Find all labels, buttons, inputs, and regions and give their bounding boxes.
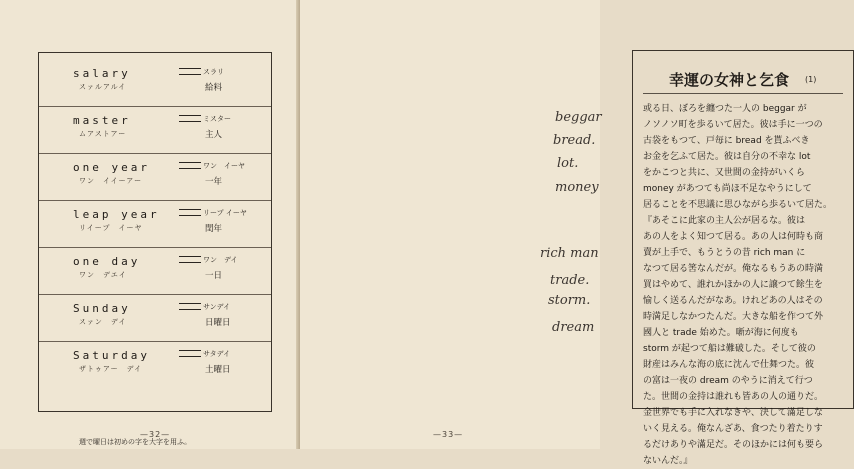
body-line: 時満足しなかつたんだ。大きな船を作つて外 — [643, 312, 824, 322]
story-title: 幸運の女神と乞食 — [669, 71, 790, 89]
body-line: 賣が上手で、もうとうの昔 rich man に — [643, 248, 806, 258]
body-line: いく見える。俺なんざあ、食つたり着たりす — [643, 424, 823, 434]
body-line: お金を乞ふて居た。彼は自分の不幸な lot — [643, 152, 811, 162]
vocab-reading: スァルアルイ — [79, 83, 127, 91]
handwritten-note: trade. — [550, 273, 590, 288]
equals-sign — [179, 256, 201, 263]
vocab-reading: ワン イイーアー — [79, 177, 143, 185]
vocab-meaning: 一日 — [205, 271, 223, 281]
equals-sign — [179, 303, 201, 310]
vocab-word: Sunday — [73, 302, 131, 315]
vocab-kana: スラリ — [203, 68, 224, 76]
vocab-word: one year — [73, 161, 150, 174]
handwritten-note: money — [555, 180, 599, 195]
right-page — [300, 0, 833, 466]
vocab-row — [39, 202, 271, 248]
vocab-meaning: 土曜日 — [205, 365, 231, 375]
equals-sign — [179, 162, 201, 169]
body-line: の富は一夜の dream のやうに消えて行つ — [643, 376, 813, 386]
vocab-word: salary — [73, 67, 131, 80]
vocab-kana: サンデイ — [203, 303, 231, 311]
vocab-row — [39, 249, 271, 295]
page-number-right: —33— — [433, 430, 464, 439]
body-line: 『あそこに此家の主人公が居るな。彼は — [643, 216, 806, 226]
body-line: るだけありや滿足だ。そのほかには何も要ら — [643, 440, 824, 450]
body-line: なつて居る筈なんだが。俺なるもうあの時満 — [643, 264, 824, 274]
vocab-reading: ムアストアー — [79, 130, 127, 138]
body-line: ないんだ。』 — [643, 456, 693, 466]
vocab-kana: ワン デイ — [203, 256, 238, 264]
vocab-meaning: 日曜日 — [205, 318, 231, 328]
vocab-meaning: 給料 — [205, 83, 223, 93]
body-line: ノソノソ町を歩るいて居た。彼は手に一つの — [643, 120, 823, 130]
handwritten-note: storm. — [548, 293, 591, 308]
equals-sign — [179, 209, 201, 216]
vocab-kana: ワン イーヤ — [203, 162, 245, 170]
handwritten-note: lot. — [557, 156, 579, 171]
story-part-number: (1) — [805, 75, 817, 84]
body-line: 金世界でも手に入れなきや、決して滿足しな — [643, 408, 823, 418]
equals-sign — [179, 68, 201, 75]
body-line: 愉しく送るんだがなあ。けれどあの人はその — [643, 296, 823, 306]
vocab-row — [39, 108, 271, 154]
handwritten-note: dream — [552, 320, 595, 335]
vocab-row — [39, 61, 271, 107]
body-line: 居ることを不思議に思ひながら歩るいて居た。 — [643, 200, 833, 210]
vocab-kana: リープ イーヤ — [203, 209, 247, 217]
body-line: あの人をよく知つて居る。あの人は何時も商 — [643, 232, 824, 242]
body-line: 古袋をもつて、戸毎に bread を貰ふべき — [643, 136, 810, 146]
vocab-word: Saturday — [73, 349, 150, 362]
vocab-word: master — [73, 114, 131, 127]
vocab-row — [39, 343, 271, 388]
vocab-reading: ザトゥアー デイ — [79, 365, 143, 373]
handwritten-note: beggar — [555, 110, 602, 125]
body-line: 國人と trade 始めた。噺が海に何度も — [643, 328, 799, 338]
story-body — [643, 101, 846, 469]
title-divider — [643, 93, 843, 94]
body-line: 或る日、ぼろを纏つた一人の beggar が — [643, 104, 807, 114]
equals-sign — [179, 115, 201, 122]
body-line: storm が起つて船は難破した。そして彼の — [643, 344, 816, 354]
vocab-meaning: 一年 — [205, 177, 223, 187]
handwritten-note: rich man — [540, 246, 599, 261]
vocab-reading: スァン デイ — [79, 318, 127, 326]
vocab-reading: リイープ イーヤ — [79, 224, 143, 232]
page-number-left: —32— — [140, 430, 171, 439]
equals-sign — [179, 350, 201, 357]
vocab-kana: サタデイ — [203, 350, 231, 358]
footnote: 週で曜日は初めの字を大字を用ふ。 — [79, 438, 192, 446]
body-line: た。世間の金持は誰れも皆あの人の通りだ。 — [643, 392, 824, 402]
vocab-word: one day — [73, 255, 141, 268]
vocab-row — [39, 155, 271, 201]
vocab-word: leap year — [73, 208, 160, 221]
vocab-reading: ワン デエイ — [79, 271, 127, 279]
body-line: をかこつと共に、又世間の金持がいくら — [643, 168, 805, 178]
vocab-kana: ミスター — [203, 115, 231, 123]
story-frame — [632, 50, 854, 466]
left-page — [0, 0, 300, 449]
vocab-meaning: 主人 — [205, 130, 223, 140]
body-line: 買はやめて、誰れかほかの人に譲つて餘生を — [643, 280, 823, 290]
body-line: 財産はみんな海の底に沈んで仕舞つた。彼 — [643, 360, 815, 370]
vocab-row — [39, 296, 271, 342]
vocab-meaning: 閏年 — [205, 224, 223, 234]
body-line: money があつても尚ほ不足なやうにして — [643, 184, 812, 194]
handwritten-note: bread. — [553, 133, 596, 148]
